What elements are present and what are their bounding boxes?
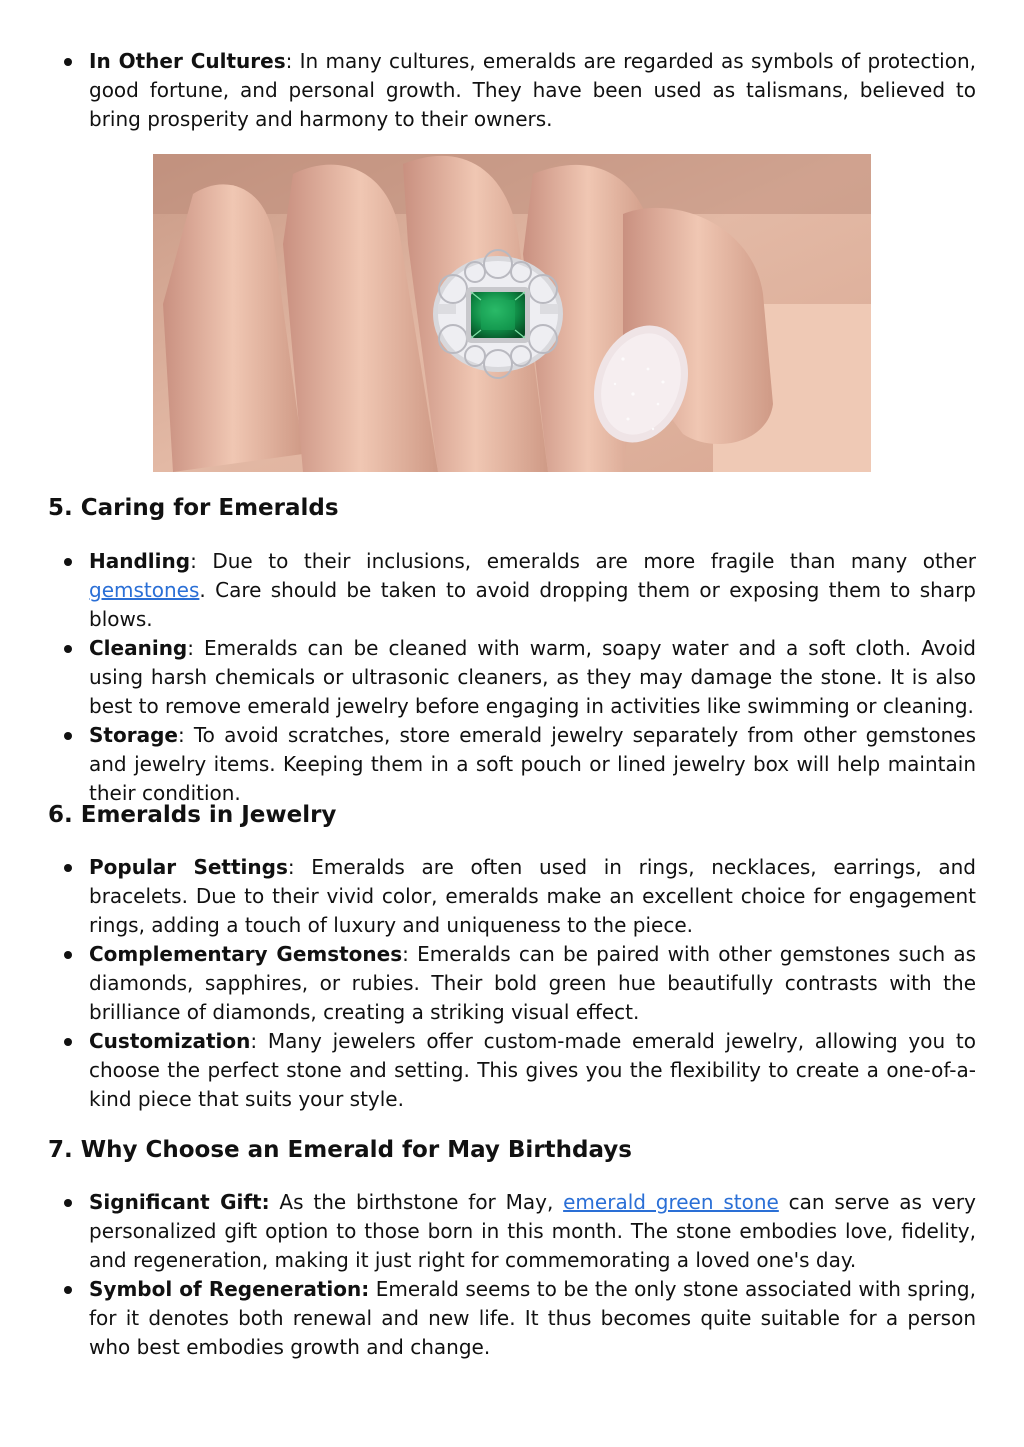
list-item <box>48 721 976 808</box>
item-term: Cleaning <box>89 636 188 660</box>
item-text: : To avoid scratches, store emerald jewelry separately from other gemstones and jewelry items. Keeping them in a soft pouch or lined jewelry box will help maintain their condition. <box>89 723 976 805</box>
item-text: : Emeralds are often used in rings, necklaces, earrings, and bracelets. Due to their vivid color, emeralds make an excellent choice for engagement rings, adding a touch of luxury and uniqueness to the piece. <box>89 855 976 937</box>
list-item <box>48 1027 976 1114</box>
item-text: : Many jewelers offer custom-made emerald jewelry, allowing you to choose the perfect stone and setting. This gives you the flexibility to create a one-of-a-kind piece that suits your style. <box>89 1029 976 1111</box>
list-item <box>48 1188 976 1275</box>
emerald-ring-photo <box>153 154 871 472</box>
section-heading: 5. Caring for Emeralds <box>48 495 339 521</box>
may-birthdays-bullet-list <box>48 1188 976 1362</box>
item-text: : Emeralds can be cleaned with warm, soapy water and a soft cloth. Avoid using harsh chemicals or ultrasonic cleaners, as they may damage the stone. It is also best to remove emerald jewelry before engaging in activities like swimming or cleaning. <box>89 636 976 718</box>
list-item <box>48 940 976 1027</box>
list-item <box>48 853 976 940</box>
caring-bullet-list <box>48 547 976 808</box>
item-text: : In many cultures, emeralds are regarded as symbols of protection, good fortune, and personal growth. They have been used as talismans, believed to bring prosperity and harmony to their owners. <box>89 49 976 131</box>
list-item <box>48 1275 976 1362</box>
list-item <box>48 634 976 721</box>
jewelry-bullet-list <box>48 853 976 1114</box>
item-term: Handling <box>89 549 191 573</box>
item-term: Complementary Gemstones <box>89 942 403 966</box>
section-heading: 6. Emeralds in Jewelry <box>48 802 337 828</box>
gemstones-link[interactable]: gemstones <box>89 578 200 602</box>
item-term: Symbol of Regeneration: <box>89 1277 370 1301</box>
item-text: As the birthstone for May, <box>269 1190 564 1214</box>
item-term: Popular Settings <box>89 855 288 879</box>
intro-bullet-list <box>48 47 976 134</box>
list-item <box>48 547 976 634</box>
list-item <box>48 47 976 134</box>
item-text: . Care should be taken to avoid dropping them or exposing them to sharp blows. <box>89 578 976 631</box>
item-term: Customization <box>89 1029 251 1053</box>
section-heading: 7. Why Choose an Emerald for May Birthdays <box>48 1137 632 1163</box>
item-text: : Emeralds can be paired with other gemstones such as diamonds, sapphires, or rubies. Their bold green hue beautifully contrasts with the brilliance of diamonds, creating a striking visual effect. <box>89 942 976 1024</box>
item-term: In Other Cultures <box>89 49 286 73</box>
item-term: Storage <box>89 723 178 747</box>
item-text: can serve as very personalized gift option to those born in this month. The stone embodies love, fidelity, and regeneration, making it just right for commemorating a loved one's day. <box>89 1190 976 1272</box>
item-term: Significant Gift: <box>89 1190 270 1214</box>
item-text: : Due to their inclusions, emeralds are more fragile than many other <box>190 549 976 573</box>
emerald-green-stone-link[interactable]: emerald green stone <box>563 1190 779 1214</box>
emerald-ring-on-hand-icon <box>153 154 871 472</box>
item-text: Emerald seems to be the only stone associated with spring, for it denotes both renewal and new life. It thus becomes quite suitable for a person who best embodies growth and change. <box>89 1277 976 1359</box>
